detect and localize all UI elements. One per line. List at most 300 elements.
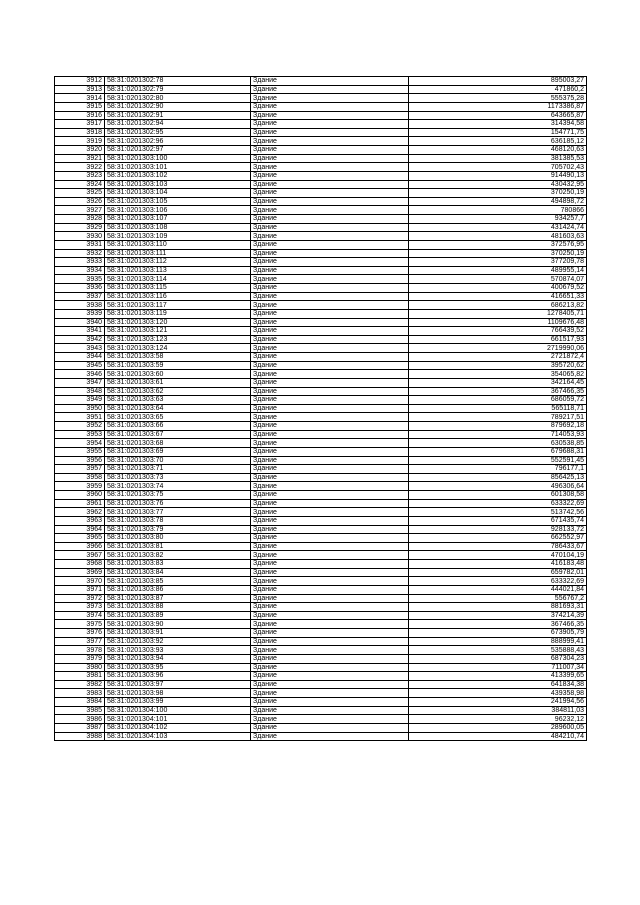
object-type-cell: Здание bbox=[251, 482, 409, 491]
cadastral-value-cell: 796177,1 bbox=[409, 465, 587, 474]
object-type-cell: Здание bbox=[251, 189, 409, 198]
cadastral-number-cell: 58:31:0201303:113 bbox=[105, 266, 251, 275]
table-row bbox=[55, 335, 587, 344]
row-number-cell: 3950 bbox=[55, 404, 105, 413]
row-number-cell: 3949 bbox=[55, 396, 105, 405]
cadastral-number-cell: 58:31:0201303:100 bbox=[105, 154, 251, 163]
table-row bbox=[55, 491, 587, 500]
object-type-cell: Здание bbox=[251, 491, 409, 500]
row-number-cell: 3935 bbox=[55, 275, 105, 284]
cadastral-value-cell: 513742,56 bbox=[409, 508, 587, 517]
cadastral-number-cell: 58:31:0201303:79 bbox=[105, 525, 251, 534]
table-row bbox=[55, 309, 587, 318]
cadastral-number-cell: 58:31:0201303:81 bbox=[105, 542, 251, 551]
row-number-cell: 3951 bbox=[55, 413, 105, 422]
cadastral-value-cell: 687304,23 bbox=[409, 654, 587, 663]
table-row bbox=[55, 620, 587, 629]
object-type-cell: Здание bbox=[251, 266, 409, 275]
table-row bbox=[55, 154, 587, 163]
cadastral-value-cell: 96232,12 bbox=[409, 715, 587, 724]
table-row bbox=[55, 430, 587, 439]
table-row bbox=[55, 499, 587, 508]
cadastral-number-cell: 58:31:0201303:96 bbox=[105, 672, 251, 681]
table-row bbox=[55, 672, 587, 681]
row-number-cell: 3943 bbox=[55, 344, 105, 353]
object-type-cell: Здание bbox=[251, 154, 409, 163]
object-type-cell: Здание bbox=[251, 102, 409, 111]
table-row bbox=[55, 680, 587, 689]
object-type-cell: Здание bbox=[251, 240, 409, 249]
cadastral-value-cell: 601308,58 bbox=[409, 491, 587, 500]
cadastral-number-cell: 58:31:0201303:63 bbox=[105, 396, 251, 405]
table-row bbox=[55, 473, 587, 482]
cadastral-number-cell: 58:31:0201303:123 bbox=[105, 335, 251, 344]
cadastral-number-cell: 58:31:0201303:67 bbox=[105, 430, 251, 439]
cadastral-number-cell: 58:31:0201303:83 bbox=[105, 560, 251, 569]
cadastral-number-cell: 58:31:0201303:117 bbox=[105, 301, 251, 310]
row-number-cell: 3962 bbox=[55, 508, 105, 517]
object-type-cell: Здание bbox=[251, 197, 409, 206]
object-type-cell: Здание bbox=[251, 508, 409, 517]
object-type-cell: Здание bbox=[251, 301, 409, 310]
row-number-cell: 3968 bbox=[55, 560, 105, 569]
row-number-cell: 3939 bbox=[55, 309, 105, 318]
table-row bbox=[55, 715, 587, 724]
object-type-cell: Здание bbox=[251, 473, 409, 482]
object-type-cell: Здание bbox=[251, 335, 409, 344]
table-row bbox=[55, 422, 587, 431]
object-type-cell: Здание bbox=[251, 689, 409, 698]
table-row bbox=[55, 171, 587, 180]
cadastral-number-cell: 58:31:0201303:68 bbox=[105, 439, 251, 448]
row-number-cell: 3983 bbox=[55, 689, 105, 698]
object-type-cell: Здание bbox=[251, 94, 409, 103]
object-type-cell: Здание bbox=[251, 465, 409, 474]
object-type-cell: Здание bbox=[251, 706, 409, 715]
cadastral-number-cell: 58:31:0201303:108 bbox=[105, 223, 251, 232]
cadastral-value-cell: 705702,43 bbox=[409, 163, 587, 172]
object-type-cell: Здание bbox=[251, 430, 409, 439]
object-type-cell: Здание bbox=[251, 611, 409, 620]
cadastral-value-cell: 1173386,87 bbox=[409, 102, 587, 111]
table-row bbox=[55, 706, 587, 715]
object-type-cell: Здание bbox=[251, 137, 409, 146]
cadastral-number-cell: 58:31:0201303:73 bbox=[105, 473, 251, 482]
cadastral-number-cell: 58:31:0201303:75 bbox=[105, 491, 251, 500]
cadastral-value-cell: 354065,82 bbox=[409, 370, 587, 379]
object-type-cell: Здание bbox=[251, 146, 409, 155]
object-type-cell: Здание bbox=[251, 171, 409, 180]
table-row bbox=[55, 516, 587, 525]
table-row bbox=[55, 551, 587, 560]
table-row bbox=[55, 637, 587, 646]
cadastral-number-cell: 58:31:0201304:101 bbox=[105, 715, 251, 724]
table-row bbox=[55, 560, 587, 569]
row-number-cell: 3952 bbox=[55, 422, 105, 431]
table-row bbox=[55, 568, 587, 577]
row-number-cell: 3975 bbox=[55, 620, 105, 629]
cadastral-value-cell: 367466,35 bbox=[409, 620, 587, 629]
cadastral-value-cell: 342164,45 bbox=[409, 378, 587, 387]
row-number-cell: 3927 bbox=[55, 206, 105, 215]
object-type-cell: Здание bbox=[251, 577, 409, 586]
cadastral-number-cell: 58:31:0201303:64 bbox=[105, 404, 251, 413]
row-number-cell: 3933 bbox=[55, 258, 105, 267]
cadastral-value-cell: 470104,19 bbox=[409, 551, 587, 560]
row-number-cell: 3960 bbox=[55, 491, 105, 500]
table-row bbox=[55, 197, 587, 206]
cadastral-number-cell: 58:31:0201303:121 bbox=[105, 327, 251, 336]
table-row bbox=[55, 85, 587, 94]
object-type-cell: Здание bbox=[251, 128, 409, 137]
cadastral-value-cell: 643665,87 bbox=[409, 111, 587, 120]
cadastral-value-cell: 439358,98 bbox=[409, 689, 587, 698]
table-row bbox=[55, 413, 587, 422]
cadastral-number-cell: 58:31:0201303:105 bbox=[105, 197, 251, 206]
row-number-cell: 3985 bbox=[55, 706, 105, 715]
table-row bbox=[55, 698, 587, 707]
cadastral-value-cell: 633322,69 bbox=[409, 577, 587, 586]
object-type-cell: Здание bbox=[251, 258, 409, 267]
row-number-cell: 3916 bbox=[55, 111, 105, 120]
cadastral-value-cell: 555375,28 bbox=[409, 94, 587, 103]
cadastral-number-cell: 58:31:0201303:110 bbox=[105, 240, 251, 249]
cadastral-value-cell: 686213,82 bbox=[409, 301, 587, 310]
cadastral-number-cell: 58:31:0201303:115 bbox=[105, 284, 251, 293]
table-row bbox=[55, 146, 587, 155]
row-number-cell: 3976 bbox=[55, 629, 105, 638]
cadastral-value-cell: 1278405,71 bbox=[409, 309, 587, 318]
row-number-cell: 3957 bbox=[55, 465, 105, 474]
cadastral-number-cell: 58:31:0201303:86 bbox=[105, 585, 251, 594]
cadastral-value-cell: 633322,69 bbox=[409, 499, 587, 508]
cadastral-number-cell: 58:31:0201303:120 bbox=[105, 318, 251, 327]
object-type-cell: Здание bbox=[251, 637, 409, 646]
cadastral-number-cell: 58:31:0201303:112 bbox=[105, 258, 251, 267]
document-page bbox=[54, 76, 586, 741]
row-number-cell: 3938 bbox=[55, 301, 105, 310]
row-number-cell: 3979 bbox=[55, 654, 105, 663]
cadastral-value-cell: 471860,2 bbox=[409, 85, 587, 94]
row-number-cell: 3948 bbox=[55, 387, 105, 396]
cadastral-value-cell: 780866 bbox=[409, 206, 587, 215]
cadastral-number-cell: 58:31:0201302:78 bbox=[105, 77, 251, 86]
row-number-cell: 3922 bbox=[55, 163, 105, 172]
table-row bbox=[55, 603, 587, 612]
object-type-cell: Здание bbox=[251, 620, 409, 629]
object-type-cell: Здание bbox=[251, 585, 409, 594]
cadastral-number-cell: 58:31:0201302:80 bbox=[105, 94, 251, 103]
cadastral-value-cell: 659782,01 bbox=[409, 568, 587, 577]
cadastral-value-cell: 888999,41 bbox=[409, 637, 587, 646]
object-type-cell: Здание bbox=[251, 732, 409, 741]
cadastral-value-cell: 489955,14 bbox=[409, 266, 587, 275]
row-number-cell: 3928 bbox=[55, 215, 105, 224]
object-type-cell: Здание bbox=[251, 560, 409, 569]
object-type-cell: Здание bbox=[251, 344, 409, 353]
cadastral-value-cell: 673905,79 bbox=[409, 629, 587, 638]
table-row bbox=[55, 249, 587, 258]
row-number-cell: 3915 bbox=[55, 102, 105, 111]
cadastral-value-cell: 431424,74 bbox=[409, 223, 587, 232]
cadastral-number-cell: 58:31:0201303:84 bbox=[105, 568, 251, 577]
table-row bbox=[55, 585, 587, 594]
cadastral-number-cell: 58:31:0201303:99 bbox=[105, 698, 251, 707]
row-number-cell: 3967 bbox=[55, 551, 105, 560]
table-row bbox=[55, 525, 587, 534]
cadastral-number-cell: 58:31:0201303:74 bbox=[105, 482, 251, 491]
cadastral-value-cell: 413399,65 bbox=[409, 672, 587, 681]
row-number-cell: 3971 bbox=[55, 585, 105, 594]
object-type-cell: Здание bbox=[251, 439, 409, 448]
cadastral-number-cell: 58:31:0201303:92 bbox=[105, 637, 251, 646]
object-type-cell: Здание bbox=[251, 629, 409, 638]
cadastral-value-cell: 496306,64 bbox=[409, 482, 587, 491]
cadastral-number-cell: 58:31:0201304:102 bbox=[105, 723, 251, 732]
table-row bbox=[55, 447, 587, 456]
table-row bbox=[55, 361, 587, 370]
table-row bbox=[55, 232, 587, 241]
cadastral-number-cell: 58:31:0201303:91 bbox=[105, 629, 251, 638]
object-type-cell: Здание bbox=[251, 180, 409, 189]
table-row bbox=[55, 663, 587, 672]
cadastral-value-cell: 661517,93 bbox=[409, 335, 587, 344]
cadastral-table bbox=[54, 76, 587, 741]
object-type-cell: Здание bbox=[251, 215, 409, 224]
object-type-cell: Здание bbox=[251, 292, 409, 301]
object-type-cell: Здание bbox=[251, 404, 409, 413]
cadastral-value-cell: 552591,45 bbox=[409, 456, 587, 465]
cadastral-number-cell: 58:31:0201303:85 bbox=[105, 577, 251, 586]
cadastral-number-cell: 58:31:0201302:96 bbox=[105, 137, 251, 146]
row-number-cell: 3953 bbox=[55, 430, 105, 439]
object-type-cell: Здание bbox=[251, 77, 409, 86]
cadastral-value-cell: 384811,03 bbox=[409, 706, 587, 715]
object-type-cell: Здание bbox=[251, 663, 409, 672]
cadastral-value-cell: 367466,35 bbox=[409, 387, 587, 396]
table-row bbox=[55, 723, 587, 732]
table-row bbox=[55, 344, 587, 353]
row-number-cell: 3924 bbox=[55, 180, 105, 189]
table-row bbox=[55, 266, 587, 275]
row-number-cell: 3914 bbox=[55, 94, 105, 103]
object-type-cell: Здание bbox=[251, 353, 409, 362]
table-body bbox=[55, 77, 587, 741]
table-row bbox=[55, 611, 587, 620]
object-type-cell: Здание bbox=[251, 361, 409, 370]
cadastral-value-cell: 370250,19 bbox=[409, 249, 587, 258]
cadastral-value-cell: 444021,84 bbox=[409, 585, 587, 594]
cadastral-value-cell: 481603,63 bbox=[409, 232, 587, 241]
cadastral-value-cell: 400679,52 bbox=[409, 284, 587, 293]
row-number-cell: 3923 bbox=[55, 171, 105, 180]
cadastral-value-cell: 856425,13 bbox=[409, 473, 587, 482]
table-row bbox=[55, 275, 587, 284]
row-number-cell: 3965 bbox=[55, 534, 105, 543]
object-type-cell: Здание bbox=[251, 499, 409, 508]
object-type-cell: Здание bbox=[251, 413, 409, 422]
table-row bbox=[55, 137, 587, 146]
cadastral-number-cell: 58:31:0201302:91 bbox=[105, 111, 251, 120]
cadastral-number-cell: 58:31:0201303:90 bbox=[105, 620, 251, 629]
object-type-cell: Здание bbox=[251, 534, 409, 543]
table-row bbox=[55, 353, 587, 362]
table-row bbox=[55, 258, 587, 267]
table-row bbox=[55, 370, 587, 379]
table-row bbox=[55, 404, 587, 413]
cadastral-value-cell: 2719990,06 bbox=[409, 344, 587, 353]
row-number-cell: 3964 bbox=[55, 525, 105, 534]
row-number-cell: 3966 bbox=[55, 542, 105, 551]
object-type-cell: Здание bbox=[251, 516, 409, 525]
table-row bbox=[55, 284, 587, 293]
row-number-cell: 3944 bbox=[55, 353, 105, 362]
cadastral-value-cell: 154771,75 bbox=[409, 128, 587, 137]
row-number-cell: 3977 bbox=[55, 637, 105, 646]
object-type-cell: Здание bbox=[251, 680, 409, 689]
row-number-cell: 3946 bbox=[55, 370, 105, 379]
object-type-cell: Здание bbox=[251, 284, 409, 293]
object-type-cell: Здание bbox=[251, 715, 409, 724]
table-row bbox=[55, 94, 587, 103]
cadastral-number-cell: 58:31:0201304:100 bbox=[105, 706, 251, 715]
object-type-cell: Здание bbox=[251, 422, 409, 431]
row-number-cell: 3919 bbox=[55, 137, 105, 146]
table-row bbox=[55, 120, 587, 129]
object-type-cell: Здание bbox=[251, 370, 409, 379]
table-row bbox=[55, 189, 587, 198]
cadastral-number-cell: 58:31:0201303:93 bbox=[105, 646, 251, 655]
cadastral-number-cell: 58:31:0201303:80 bbox=[105, 534, 251, 543]
row-number-cell: 3981 bbox=[55, 672, 105, 681]
object-type-cell: Здание bbox=[251, 378, 409, 387]
cadastral-value-cell: 641834,38 bbox=[409, 680, 587, 689]
object-type-cell: Здание bbox=[251, 396, 409, 405]
cadastral-value-cell: 881693,31 bbox=[409, 603, 587, 612]
cadastral-value-cell: 879692,18 bbox=[409, 422, 587, 431]
row-number-cell: 3926 bbox=[55, 197, 105, 206]
cadastral-number-cell: 58:31:0201303:107 bbox=[105, 215, 251, 224]
row-number-cell: 3984 bbox=[55, 698, 105, 707]
cadastral-value-cell: 484210,74 bbox=[409, 732, 587, 741]
cadastral-number-cell: 58:31:0201303:59 bbox=[105, 361, 251, 370]
table-row bbox=[55, 577, 587, 586]
object-type-cell: Здание bbox=[251, 85, 409, 94]
row-number-cell: 3937 bbox=[55, 292, 105, 301]
cadastral-number-cell: 58:31:0201303:97 bbox=[105, 680, 251, 689]
row-number-cell: 3918 bbox=[55, 128, 105, 137]
cadastral-value-cell: 241994,56 bbox=[409, 698, 587, 707]
row-number-cell: 3929 bbox=[55, 223, 105, 232]
cadastral-value-cell: 377209,78 bbox=[409, 258, 587, 267]
table-row bbox=[55, 111, 587, 120]
cadastral-number-cell: 58:31:0201303:82 bbox=[105, 551, 251, 560]
table-row bbox=[55, 456, 587, 465]
row-number-cell: 3988 bbox=[55, 732, 105, 741]
row-number-cell: 3969 bbox=[55, 568, 105, 577]
cadastral-number-cell: 58:31:0201303:77 bbox=[105, 508, 251, 517]
cadastral-value-cell: 636185,12 bbox=[409, 137, 587, 146]
cadastral-value-cell: 671435,74 bbox=[409, 516, 587, 525]
cadastral-value-cell: 430432,95 bbox=[409, 180, 587, 189]
row-number-cell: 3963 bbox=[55, 516, 105, 525]
table-row bbox=[55, 646, 587, 655]
table-row bbox=[55, 206, 587, 215]
row-number-cell: 3955 bbox=[55, 447, 105, 456]
cadastral-value-cell: 535888,43 bbox=[409, 646, 587, 655]
row-number-cell: 3921 bbox=[55, 154, 105, 163]
table-row bbox=[55, 482, 587, 491]
cadastral-number-cell: 58:31:0201303:66 bbox=[105, 422, 251, 431]
cadastral-number-cell: 58:31:0201302:79 bbox=[105, 85, 251, 94]
table-row bbox=[55, 654, 587, 663]
table-row bbox=[55, 180, 587, 189]
cadastral-value-cell: 662552,97 bbox=[409, 534, 587, 543]
object-type-cell: Здание bbox=[251, 568, 409, 577]
table-row bbox=[55, 465, 587, 474]
object-type-cell: Здание bbox=[251, 698, 409, 707]
cadastral-number-cell: 58:31:0201303:78 bbox=[105, 516, 251, 525]
object-type-cell: Здание bbox=[251, 120, 409, 129]
object-type-cell: Здание bbox=[251, 594, 409, 603]
cadastral-number-cell: 58:31:0201303:119 bbox=[105, 309, 251, 318]
object-type-cell: Здание bbox=[251, 223, 409, 232]
table-row bbox=[55, 292, 587, 301]
cadastral-number-cell: 58:31:0201302:94 bbox=[105, 120, 251, 129]
row-number-cell: 3987 bbox=[55, 723, 105, 732]
cadastral-value-cell: 714053,93 bbox=[409, 430, 587, 439]
cadastral-number-cell: 58:31:0201303:65 bbox=[105, 413, 251, 422]
table-row bbox=[55, 327, 587, 336]
table-row bbox=[55, 542, 587, 551]
cadastral-value-cell: 928133,72 bbox=[409, 525, 587, 534]
cadastral-number-cell: 58:31:0201303:101 bbox=[105, 163, 251, 172]
object-type-cell: Здание bbox=[251, 275, 409, 284]
cadastral-number-cell: 58:31:0201303:114 bbox=[105, 275, 251, 284]
object-type-cell: Здание bbox=[251, 542, 409, 551]
cadastral-value-cell: 381385,53 bbox=[409, 154, 587, 163]
object-type-cell: Здание bbox=[251, 163, 409, 172]
cadastral-value-cell: 395720,62 bbox=[409, 361, 587, 370]
object-type-cell: Здание bbox=[251, 551, 409, 560]
cadastral-value-cell: 711007,34 bbox=[409, 663, 587, 672]
cadastral-number-cell: 58:31:0201303:124 bbox=[105, 344, 251, 353]
cadastral-number-cell: 58:31:0201303:109 bbox=[105, 232, 251, 241]
row-number-cell: 3930 bbox=[55, 232, 105, 241]
row-number-cell: 3982 bbox=[55, 680, 105, 689]
row-number-cell: 3986 bbox=[55, 715, 105, 724]
table-row bbox=[55, 102, 587, 111]
cadastral-number-cell: 58:31:0201303:111 bbox=[105, 249, 251, 258]
cadastral-value-cell: 1109676,48 bbox=[409, 318, 587, 327]
object-type-cell: Здание bbox=[251, 456, 409, 465]
cadastral-value-cell: 789217,51 bbox=[409, 413, 587, 422]
row-number-cell: 3942 bbox=[55, 335, 105, 344]
row-number-cell: 3973 bbox=[55, 603, 105, 612]
table-row bbox=[55, 689, 587, 698]
cadastral-number-cell: 58:31:0201303:58 bbox=[105, 353, 251, 362]
cadastral-number-cell: 58:31:0201303:106 bbox=[105, 206, 251, 215]
row-number-cell: 3931 bbox=[55, 240, 105, 249]
row-number-cell: 3974 bbox=[55, 611, 105, 620]
cadastral-number-cell: 58:31:0201303:76 bbox=[105, 499, 251, 508]
cadastral-number-cell: 58:31:0201303:98 bbox=[105, 689, 251, 698]
cadastral-number-cell: 58:31:0201303:62 bbox=[105, 387, 251, 396]
object-type-cell: Здание bbox=[251, 249, 409, 258]
row-number-cell: 3947 bbox=[55, 378, 105, 387]
object-type-cell: Здание bbox=[251, 232, 409, 241]
row-number-cell: 3972 bbox=[55, 594, 105, 603]
